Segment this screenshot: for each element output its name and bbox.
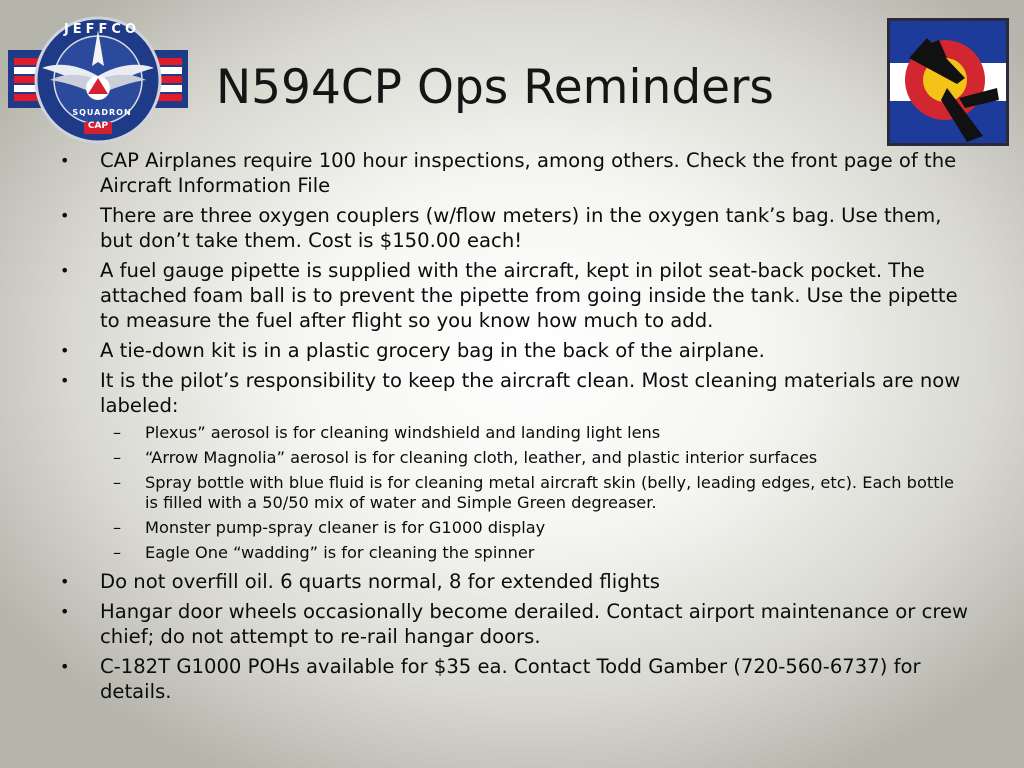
bullet-text: There are three oxygen couplers (w/flow meters) in the oxygen tank’s bag. Use them, but don’t take them. Cost is $150.00 each! [100, 204, 942, 252]
sub-bullet-text: Spray bottle with blue fluid is for cleaning metal aircraft skin (belly, leading edges, etc). Each bottle is filled with a 50/50 mix of water and Simple Green degreaser. [145, 473, 954, 512]
sub-bullet-marker: – [113, 423, 122, 442]
sub-bullet-item [0, 448, 1024, 468]
bullet-marker: • [60, 206, 70, 225]
bullet-item [0, 148, 1024, 198]
bullet-text: C-182T G1000 POHs available for $35 ea. Contact Todd Gamber (720-560-6737) for details. [100, 655, 921, 703]
sub-bullet-text: Plexus” aerosol is for cleaning windshield and landing light lens [145, 423, 661, 442]
colorado-flag-logo [887, 18, 1009, 146]
sub-bullet-text: “Arrow Magnolia” aerosol is for cleaning cloth, leather, and plastic interior surfaces [145, 448, 818, 467]
bullet-marker: • [60, 572, 70, 591]
jeffco-logo-bottom-text: SQUADRON [72, 108, 132, 117]
bullet-item [0, 338, 1024, 363]
sub-bullet-marker: – [113, 518, 122, 537]
sub-bullet-marker: – [113, 473, 122, 492]
bullet-text: Hangar door wheels occasionally become derailed. Contact airport maintenance or crew chief; do not attempt to re-rail hangar doors. [100, 600, 969, 648]
cleaning-sub-list [0, 423, 1024, 563]
bullet-marker: • [60, 371, 70, 390]
bullet-marker: • [60, 151, 70, 170]
sub-bullet-text: Monster pump-spray cleaner is for G1000 display [145, 518, 546, 537]
sub-bullet-marker: – [113, 448, 122, 467]
bullet-marker: • [60, 261, 70, 280]
jeffco-logo-badge-text: CAP [87, 121, 109, 131]
slide-title: N594CP Ops Reminders [216, 60, 774, 115]
sub-bullet-item [0, 543, 1024, 563]
bullet-text: It is the pilot’s responsibility to keep the aircraft clean. Most cleaning materials are now labeled: [100, 369, 961, 417]
bullet-item [0, 654, 1024, 704]
bullet-text: Do not overfill oil. 6 quarts normal, 8 for extended flights [100, 570, 660, 593]
bullet-marker: • [60, 602, 70, 621]
jeffco-logo-top-text: JEFFCO [63, 22, 141, 37]
sub-bullet-item [0, 518, 1024, 538]
bullet-item [0, 599, 1024, 649]
sub-bullet-text: Eagle One “wadding” is for cleaning the spinner [145, 543, 535, 562]
sub-bullet-item [0, 423, 1024, 443]
bullet-item [0, 569, 1024, 594]
sub-bullet-marker: – [113, 543, 122, 562]
bullet-text: A fuel gauge pipette is supplied with the aircraft, kept in pilot seat-back pocket. The attached foam ball is to prevent the pipette from going inside the tank. Use the pipette to measure the fuel after flight so you know how much to add. [100, 259, 958, 332]
sub-bullet-item [0, 473, 1024, 513]
bullet-list [0, 148, 1024, 709]
bullet-text: CAP Airplanes require 100 hour inspections, among others. Check the front page of the Aircraft Information File [100, 149, 957, 197]
bullet-item [0, 368, 1024, 418]
bullet-marker: • [60, 657, 70, 676]
bullet-item [0, 258, 1024, 333]
bullet-item [0, 203, 1024, 253]
bullet-marker: • [60, 341, 70, 360]
bullet-text: A tie-down kit is in a plastic grocery bag in the back of the airplane. [100, 339, 765, 362]
